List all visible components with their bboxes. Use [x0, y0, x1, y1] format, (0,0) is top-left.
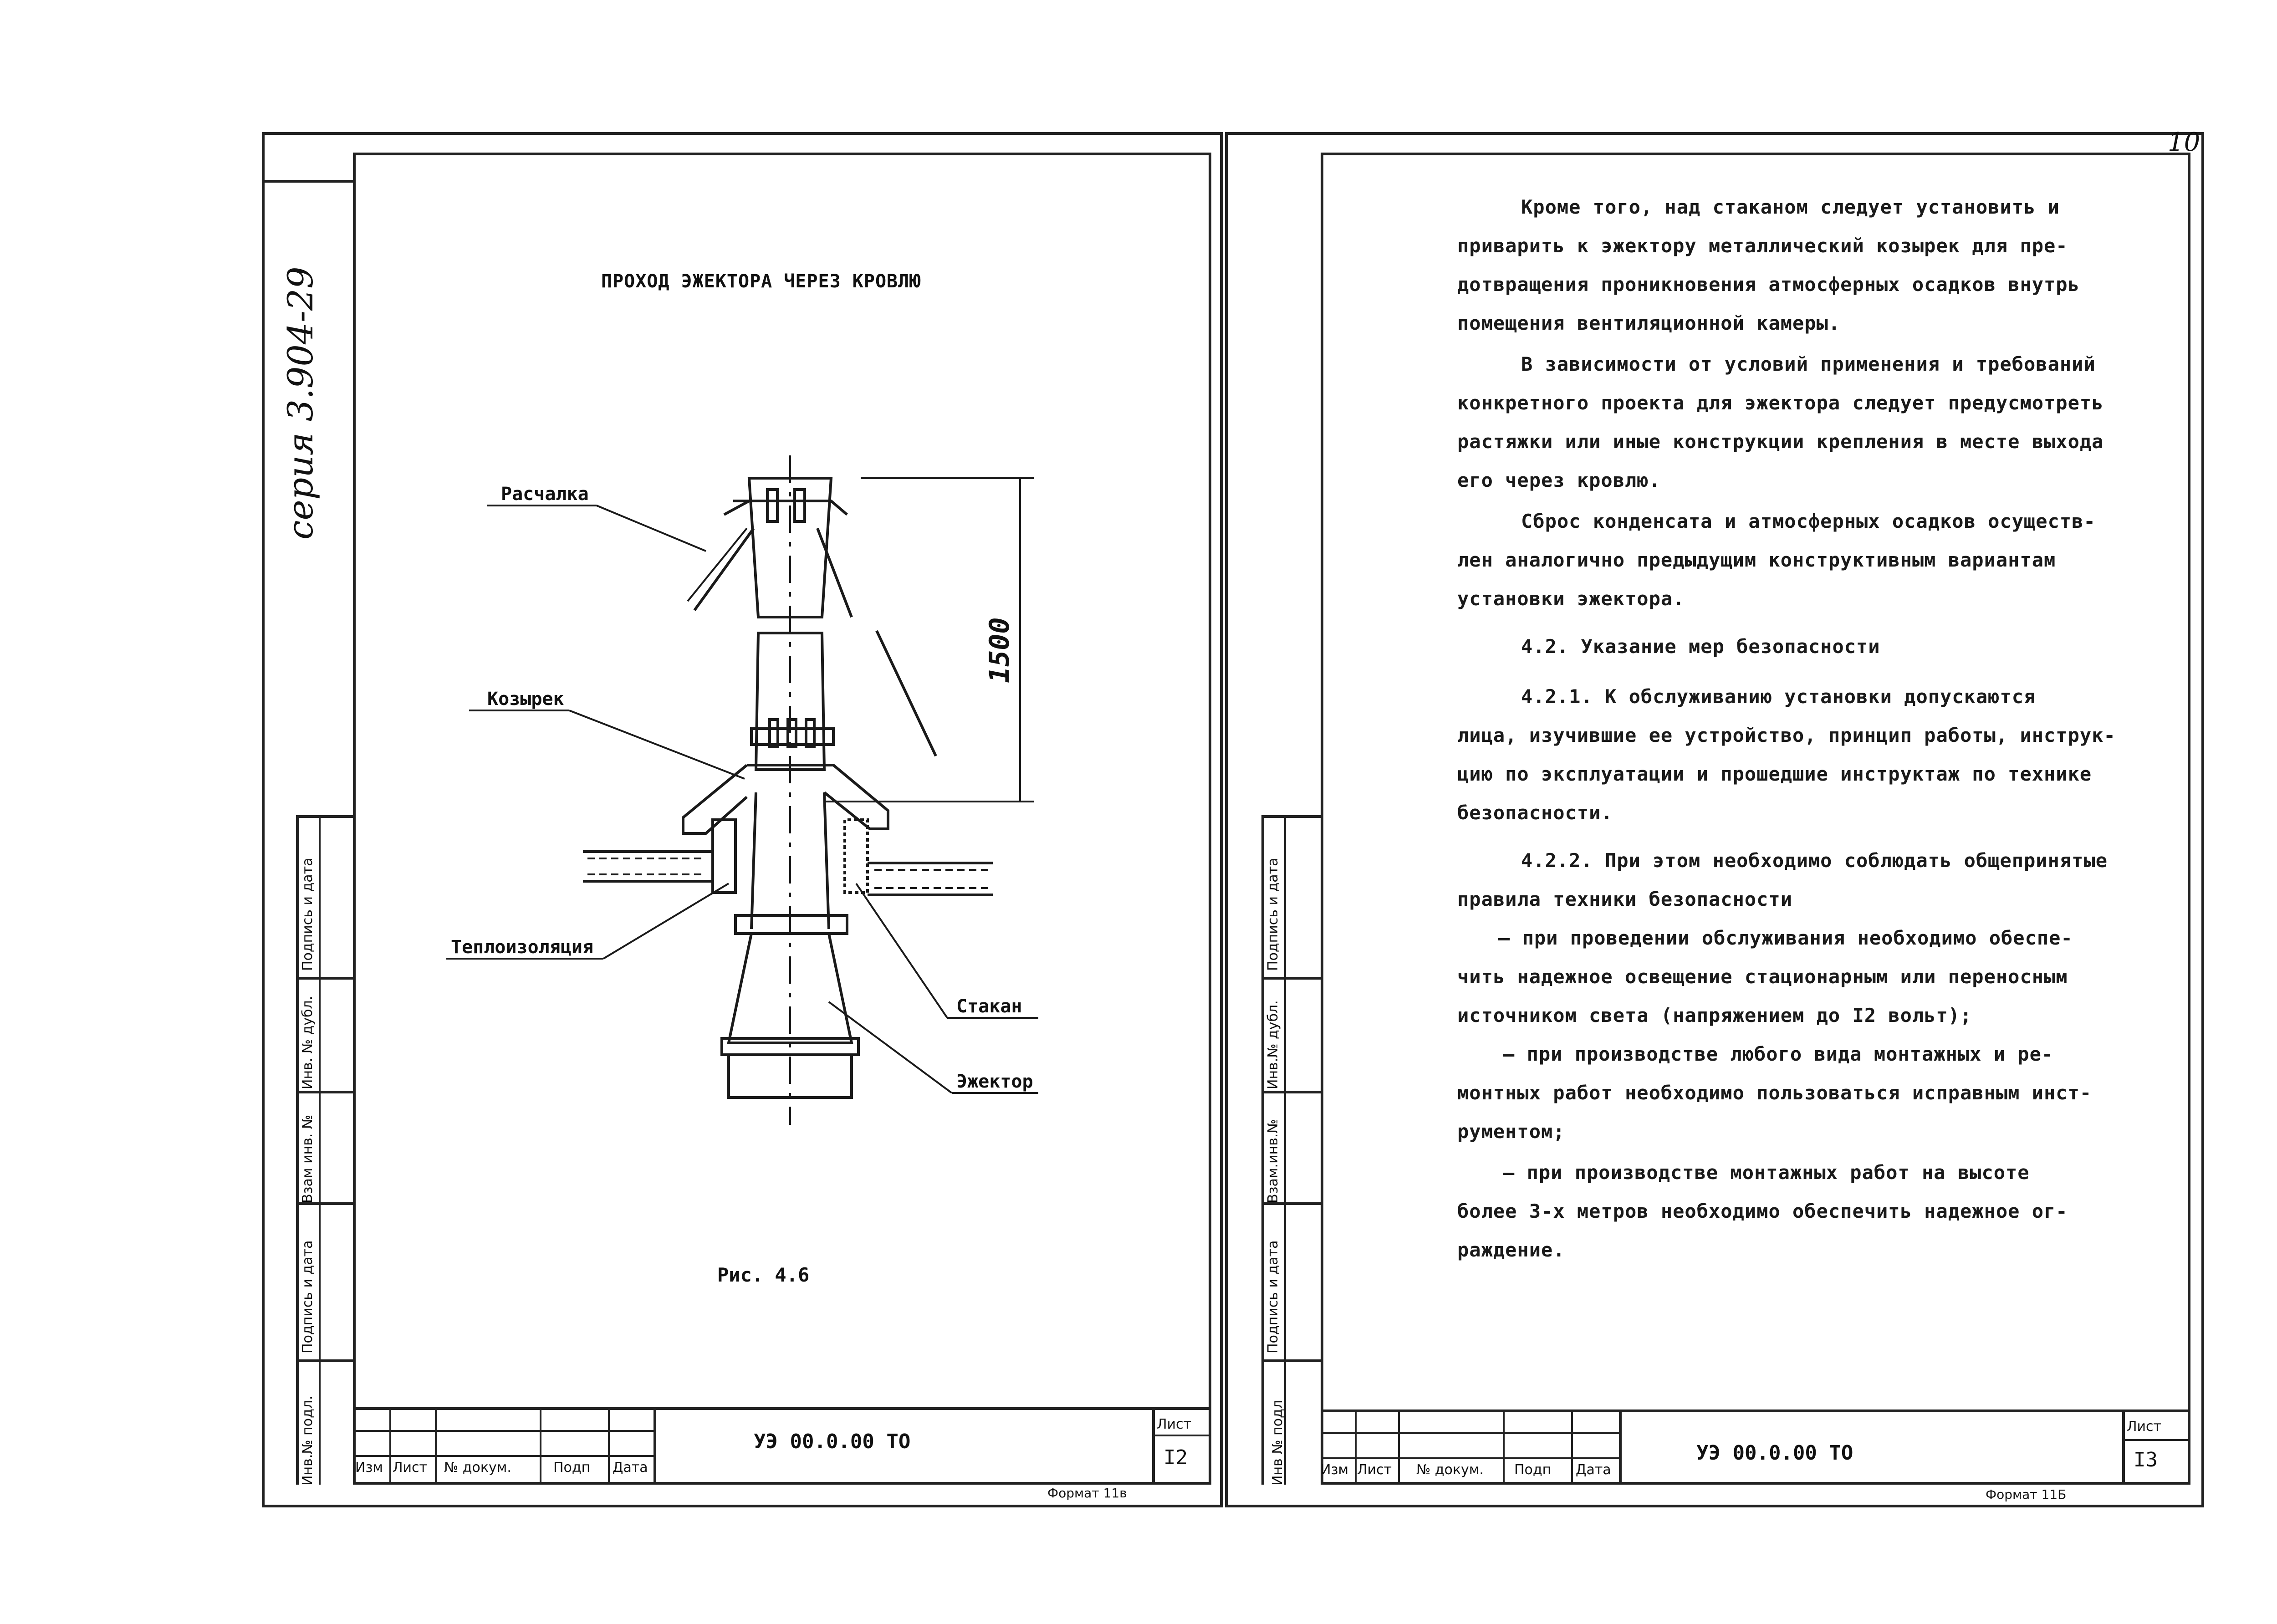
- r-stamp-cell-sign-date-1: Подпись и дата: [1265, 1240, 1281, 1353]
- text-line: 4.2.2. При этом необходимо соблюдать общепринятые: [1521, 849, 2108, 872]
- text-line: установки эжектора.: [1457, 587, 1685, 610]
- tb-col-doc: № докум.: [444, 1460, 511, 1476]
- tb-doc-code: УЭ 00.0.00 ТО: [754, 1430, 911, 1453]
- stamp-cell-sign-date-2: Подпись и дата: [300, 858, 316, 971]
- text-line: растяжки или иные конструкции крепления в месте выхода: [1457, 430, 2104, 453]
- r-stamp-cell-vzam-inv: Взам.инв.№: [1265, 1119, 1281, 1203]
- text-line: чить надежное освещение стационарным или переносным: [1457, 965, 2068, 988]
- text-line: лица, изучившие ее устройство, принцип работы, инструк-: [1457, 724, 2116, 746]
- r-tb-col-doc: № докум.: [1416, 1462, 1484, 1478]
- text-line: источником света (напряжением до I2 вольт);: [1457, 1004, 1972, 1026]
- stamp-cell-vzam-inv: Взам инв. №: [300, 1114, 316, 1203]
- text-line: приварить к эжектору металлический козырек для пре-: [1457, 235, 2068, 257]
- text-line: – при производстве любого вида монтажных и ре-: [1503, 1043, 2054, 1065]
- r-tb-sheet-label: Лист: [2127, 1419, 2162, 1435]
- text-line: Сброс конденсата и атмосферных осадков осуществ-: [1521, 510, 2096, 532]
- text-line: конкретного проекта для эжектора следует предусмотреть: [1457, 392, 2104, 414]
- r-tb-col-izm: Изм: [1321, 1462, 1349, 1478]
- r-stamp-cell-inv-dubl: Инв.№ дубл.: [1265, 1000, 1281, 1089]
- text-line: – при производстве монтажных работ на высоте: [1503, 1161, 2030, 1184]
- r-stamp-cell-sign-date-2: Подпись и дата: [1265, 858, 1281, 971]
- text-line: раждение.: [1457, 1239, 1565, 1261]
- label-visor: Козырек: [487, 689, 564, 710]
- text-line: В зависимости от условий применения и требований: [1521, 353, 2096, 375]
- stamp-cell-inv-podl: Инв.№ подл.: [300, 1395, 316, 1486]
- label-insulation: Теплоизоляция: [451, 937, 594, 958]
- stamp-cell-inv-dubl: Инв. № дубл.: [300, 996, 316, 1089]
- section-heading: 4.2. Указание мер безопасности: [1521, 635, 1880, 658]
- tb-sheet-label: Лист: [1157, 1416, 1192, 1432]
- text-line: правила техники безопасности: [1457, 888, 1793, 910]
- tb-col-list: Лист: [393, 1460, 428, 1476]
- label-sleeve: Стакан: [956, 996, 1022, 1017]
- text-line: Кроме того, над стаканом следует установить и: [1521, 196, 2060, 218]
- r-tb-doc-code: УЭ 00.0.00 ТО: [1696, 1441, 1853, 1465]
- text-line: цию по эксплуатации и прошедшие инструктаж по технике: [1457, 763, 2092, 785]
- text-line: – при проведении обслуживания необходимо обеспе-: [1498, 927, 2073, 949]
- text-line: рументом;: [1457, 1120, 1565, 1143]
- tb-col-izm: Изм: [355, 1460, 383, 1476]
- tb-col-date: Дата: [613, 1460, 648, 1476]
- label-guy: Расчалка: [501, 484, 589, 505]
- r-tb-col-sign: Подп: [1514, 1462, 1552, 1478]
- page-mark: 10: [2168, 128, 2200, 157]
- r-stamp-cell-inv-podl: Инв № подл: [1270, 1400, 1286, 1486]
- text-line: лен аналогично предыдущим конструктивным вариантам: [1457, 549, 2056, 571]
- guy-wire-left: [694, 528, 754, 610]
- sleeve: [713, 820, 735, 893]
- series-stamp: серия 3.904-29: [280, 266, 321, 540]
- drawing-title: ПРОХОД ЭЖЕКТОРА ЧЕРЕЗ КРОВЛЮ: [601, 271, 921, 292]
- tb-sheet-number: I2: [1164, 1446, 1188, 1469]
- text-line: 4.2.1. К обслуживанию установки допускаются: [1521, 685, 2036, 708]
- text-line: дотвращения проникновения атмосферных осадков внутрь: [1457, 273, 2080, 296]
- tb-format: Формат 11в: [1047, 1486, 1127, 1501]
- text-line: безопасности.: [1457, 802, 1613, 824]
- text-line: его через кровлю.: [1457, 469, 1661, 491]
- r-tb-format: Формат 11Б: [1986, 1487, 2067, 1502]
- right-drawing-frame: [1321, 153, 2190, 1485]
- stamp-cell-sign-date-1: Подпись и дата: [300, 1240, 316, 1353]
- text-line: помещения вентиляционной камеры.: [1457, 312, 1841, 334]
- figure-caption: Рис. 4.6: [717, 1264, 810, 1286]
- r-tb-col-date: Дата: [1576, 1462, 1611, 1478]
- tb-col-sign: Подп: [553, 1460, 591, 1476]
- text-line: более 3-х метров необходимо обеспечить надежное ог-: [1457, 1200, 2068, 1222]
- dimension-1500: 1500: [984, 617, 1016, 683]
- ejector-drawing: [433, 446, 1070, 1157]
- label-ejector: Эжектор: [956, 1071, 1033, 1092]
- roof-deck: [583, 852, 993, 895]
- text-line: монтных работ необходимо пользоваться исправным инст-: [1457, 1082, 2092, 1104]
- r-tb-col-list: Лист: [1357, 1462, 1392, 1478]
- lower-pipe: [756, 633, 824, 770]
- r-tb-sheet-number: I3: [2134, 1448, 2158, 1471]
